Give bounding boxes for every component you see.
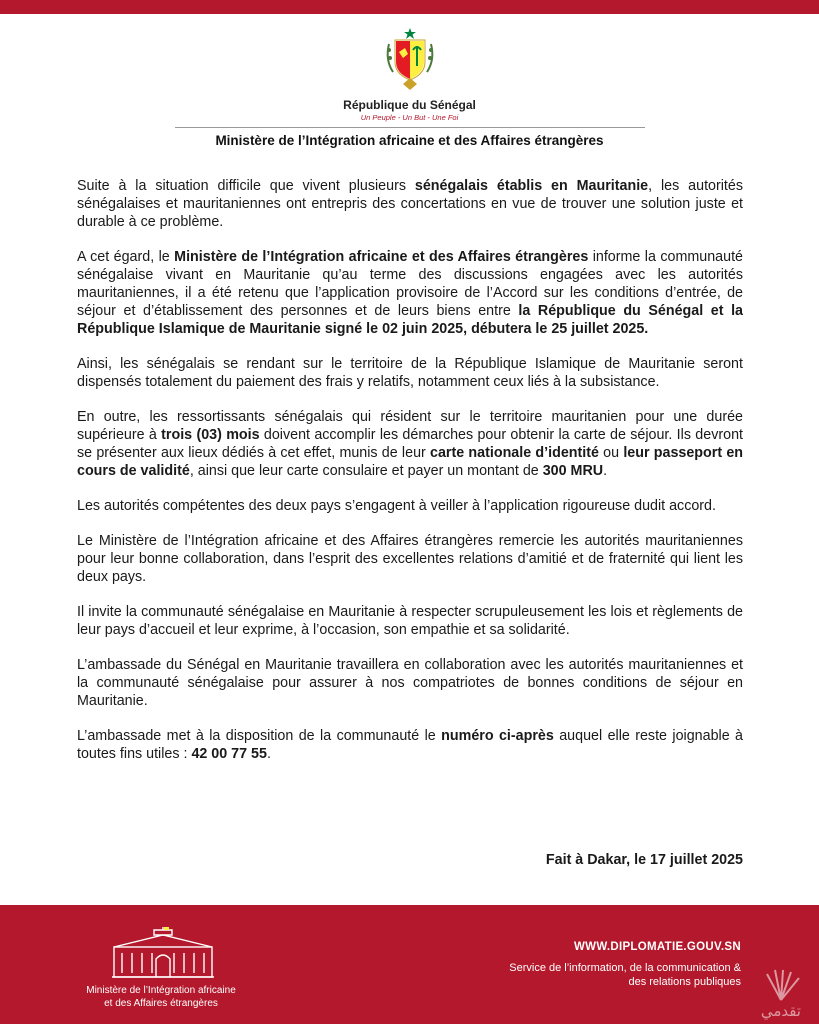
paragraph-5: Les autorités compétentes des deux pays s’engagent à veiller à l’application rigoureuse dudit accord.	[77, 498, 716, 514]
national-motto: Un Peuple - Un But - Une Foi	[360, 113, 459, 122]
paragraph-8: L’ambassade du Sénégal en Mauritanie travaillera en collaboration avec les autorités mauritaniennes et la communauté sénégalaise pour assurer à nos compatriotes de bonnes conditions de séjour en Mauritanie.	[77, 657, 743, 709]
watermark-logo	[757, 968, 805, 1020]
place-and-date: Fait à Dakar, le 17 juillet 2025	[545, 852, 743, 868]
letterhead	[0, 26, 819, 148]
paragraph-4: En outre, les ressortissants sénégalais qui résident sur le territoire mauritanien pour une durée supérieure à trois (03) mois doivent accomplir les démarches pour obtenir la carte de séjour. Ils devront se présenter aux lieux dédiés à cet effet, munis de leur carte nationale d’identité ou leur passeport en cours de validité, ainsi que leur carte consulaire et payer un montant de 300 MRU.	[77, 409, 743, 479]
paragraph-3: Ainsi, les sénégalais se rendant sur le territoire de la République Islamique de Mauritanie seront dispensés totalement du paiement des frais y relatifs, notamment ceux liés à la subsistance.	[77, 356, 743, 390]
republic-name: République du Sénégal	[343, 98, 476, 112]
website-link[interactable]: WWW.DIPLOMATIE.GOUV.SN	[574, 941, 741, 953]
watermark-text: تقدمي	[760, 1002, 801, 1020]
header-divider	[175, 127, 645, 128]
paragraph-6: Le Ministère de l’Intégration africaine et des Affaires étrangères remercie les autorités mauritaniennes pour leur bonne collaboration, dans l’esprit des excellentes relations d’amitié et de fraternité qui lient les deux pays.	[77, 533, 743, 585]
footer-band	[0, 905, 819, 1024]
ministry-building-icon	[110, 927, 216, 979]
ministry-title: Ministère de l’Intégration africaine et des Affaires étrangères	[215, 133, 604, 148]
paragraph-7: Il invite la communauté sénégalaise en Mauritanie à respecter scrupuleusement les lois et règlements de leur pays d’accueil et leur exprime, à l’occasion, son empathie et sa solidarité.	[77, 604, 743, 638]
paragraph-9: L’ambassade met à la disposition de la communauté le numéro ci-après auquel elle reste joignable à toutes fins utiles : 42 00 77 55.	[77, 728, 743, 762]
paragraph-1: Suite à la situation difficile que vivent plusieurs sénégalais établis en Mauritanie, les autorités sénégalaises et mauritaniennes ont entrepris des concertations en vue de trouver une solution juste et durable à ce problème.	[77, 178, 743, 230]
top-red-band	[0, 0, 819, 14]
footer-service-name: Service de l’information, de la communication & des relations publiques	[509, 962, 741, 988]
watermark-rays-icon	[757, 968, 805, 1002]
communique-body	[77, 177, 743, 780]
paragraph-2: A cet égard, le Ministère de l’Intégration africaine et des Affaires étrangères informe la communauté sénégalaise vivant en Mauritanie qu’au terme des discussions engagées avec les autorités mauritaniennes, il a été retenu que l’application provisoire de l’Accord sur les conditions d’entrée, de séjour et d’établissement des personnes et de leurs biens entre la République du Sénégal et la République Islamique de Mauritanie signé le 02 juin 2025, débutera le 25 juillet 2025.	[77, 249, 743, 337]
footer-ministry-name: Ministère de l’Intégration africaine et des Affaires étrangères	[86, 985, 236, 1009]
senegal-coat-of-arms-icon	[381, 26, 439, 92]
